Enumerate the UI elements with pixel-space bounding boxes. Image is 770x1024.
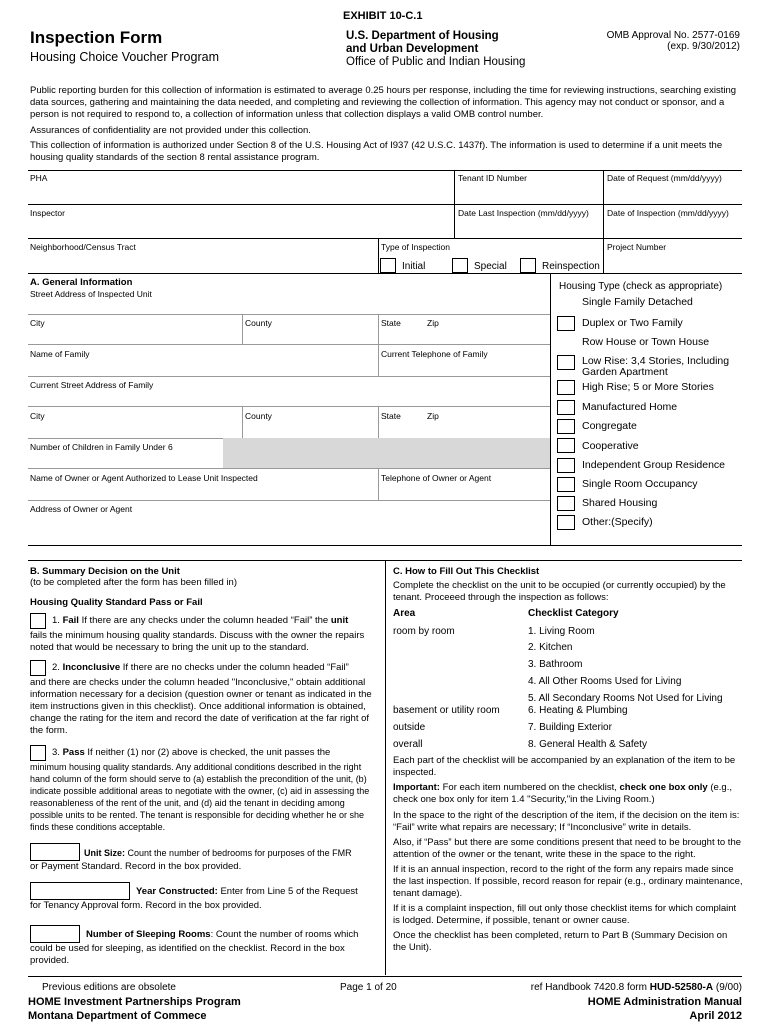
footer-program: HOME Investment Partnerships Program xyxy=(28,996,241,1008)
pha-field[interactable]: PHA xyxy=(30,173,48,183)
section-c-p6: If it is a complaint inspection, fill out only those checklist items for which complaint is lodged. Determine, if possible, tenant or owner cause. xyxy=(393,903,737,926)
agency-line2: and Urban Development xyxy=(346,43,479,55)
housing-duplex: Duplex or Two Family xyxy=(582,317,683,329)
housing-shared: Shared Housing xyxy=(582,497,658,509)
housing-type-heading: Housing Type (check as appropriate) xyxy=(559,281,723,292)
confidentiality-statement: Assurances of confidentiality are not provided under this collection. xyxy=(30,125,311,136)
footer-date: April 2012 xyxy=(689,1010,742,1022)
sleeping-rooms-line2: could be used for sleeping, as identified on the checklist. Record in the box provided. xyxy=(30,943,345,966)
unit-size-line1: Unit Size: Count the number of bedrooms for purposes of the FMR xyxy=(84,848,352,858)
category-4: 4. All Other Rooms Used for Living xyxy=(528,676,682,687)
date-inspection-field[interactable]: Date of Inspection (mm/dd/yyyy) xyxy=(607,208,729,218)
housing-cooperative: Cooperative xyxy=(582,440,639,452)
section-b-subheading: (to be completed after the form has been filled in) xyxy=(30,577,238,588)
fail-checkbox[interactable] xyxy=(30,613,46,629)
unit-size-line2: or Payment Standard. Record in the box provided. xyxy=(30,861,242,872)
fail-line1: 1. Fail If there are any checks under the column headed “Fail” the unit xyxy=(52,615,349,626)
group-residence-checkbox[interactable] xyxy=(557,458,575,473)
sleeping-rooms-line1: Number of Sleeping Rooms: Count the number of rooms which xyxy=(86,929,359,940)
section-c-p7: Once the checklist has been completed, return to Part B (Summary Decision on the Unit). xyxy=(393,930,728,953)
neighborhood-field[interactable]: Neighborhood/Census Tract xyxy=(30,242,136,252)
housing-high-rise: High Rise; 5 or More Stories xyxy=(582,381,714,393)
city2-field[interactable]: City xyxy=(30,411,45,421)
date-last-inspection-field[interactable]: Date Last Inspection (mm/dd/yyyy) xyxy=(458,208,589,218)
unit-size-input[interactable] xyxy=(30,843,80,861)
footer-department: Montana Department of Commece xyxy=(28,1010,207,1022)
area-room-by-room: room by room xyxy=(393,626,455,637)
section-b-heading: B. Summary Decision on the Unit xyxy=(30,566,180,577)
inconclusive-text: and there are checks under the column headed "Inconclusive," obtain additional information necessary for a decision (question owner or tenant as indicated in the item instructions given in this checklist). Once additional information is obtained, change the rating for the item and record the date of verification at the far right of the form. xyxy=(30,677,372,736)
year-constructed-input[interactable] xyxy=(30,882,130,900)
low-rise-checkbox[interactable] xyxy=(557,355,575,370)
current-street-field[interactable]: Current Street Address of Family xyxy=(30,380,154,390)
high-rise-checkbox[interactable] xyxy=(557,380,575,395)
zip-field[interactable]: Zip xyxy=(427,318,439,328)
section-a-heading: A. General Information xyxy=(30,277,133,288)
category-2: 2. Kitchen xyxy=(528,642,573,653)
sro-checkbox[interactable] xyxy=(557,477,575,492)
inspector-field[interactable]: Inspector xyxy=(30,208,65,218)
section-c-p5: If it is an annual inspection, record to the right of the form any repairs made since the last inspection. If possible, record reason for repair (e.g., ordinary maintenance, tenant damage). xyxy=(393,864,743,899)
inconclusive-checkbox[interactable] xyxy=(30,660,46,676)
shaded-area xyxy=(223,438,550,468)
omb-approval: OMB Approval No. 2577-0169 (exp. 9/30/2012) xyxy=(606,30,740,52)
inconclusive-line1: 2. Inconclusive If there are no checks under the column headed “Fail” xyxy=(52,662,349,673)
housing-low-rise: Low Rise: 3,4 Stories, Including xyxy=(582,355,730,367)
authority-statement: This collection of information is authorized under Section 8 of the U.S. Housing Act of I937 (42 U.S.C. 1437f). The information is used to determine if a unit meets the housing quality standards of the section 8 rental assistance program. xyxy=(30,140,723,163)
housing-sro: Single Room Occupancy xyxy=(582,478,698,490)
pass-line1: 3. Pass If neither (1) nor (2) above is checked, the unit passes the xyxy=(52,747,331,758)
type-inspection-label: Type of Inspection xyxy=(381,242,450,252)
zip2-field[interactable]: Zip xyxy=(427,411,439,421)
housing-row-house: Row House or Town House xyxy=(582,336,710,348)
section-c-heading: C. How to Fill Out This Checklist xyxy=(393,566,540,577)
section-c-p2: Important: For each item numbered on the checklist, check one box only (e.g., check one box only for item 1.4 "Security,"in the Living Room.) xyxy=(393,782,732,805)
form-subtitle: Housing Choice Voucher Program xyxy=(30,50,219,64)
owner-phone-field[interactable]: Telephone of Owner or Agent xyxy=(381,473,492,483)
date-request-field[interactable]: Date of Request (mm/dd/yyyy) xyxy=(607,173,722,183)
category-5: 5. All Secondary Rooms Not Used for Living xyxy=(528,693,723,704)
footer-manual: HOME Administration Manual xyxy=(587,996,742,1008)
area-basement: basement or utility room xyxy=(393,705,500,716)
owner-address-field[interactable]: Address of Owner or Agent xyxy=(30,504,133,514)
fail-text: fails the minimum housing quality standards. Discuss with the owner the repairs noted that would be necessary to bring the unit up to the standard. xyxy=(30,630,365,653)
section-c-p1: Each part of the checklist will be accompanied by an explanation of the item to be inspected. xyxy=(393,755,736,778)
exhibit-label: EXHIBIT 10-C.1 xyxy=(343,10,423,22)
agency-line3: Office of Public and Indian Housing xyxy=(346,56,526,68)
owner-name-field[interactable]: Name of Owner or Agent Authorized to Lease Unit Inspected xyxy=(30,473,258,483)
street-address-field[interactable]: Street Address of Inspected Unit xyxy=(30,289,152,299)
county-field[interactable]: County xyxy=(245,318,272,328)
state2-field[interactable]: State xyxy=(381,411,401,421)
category-7: 7. Building Exterior xyxy=(528,722,612,733)
initial-checkbox[interactable] xyxy=(380,258,396,273)
family-phone-field[interactable]: Current Telephone of Family xyxy=(381,349,488,359)
area-overall: overall xyxy=(393,739,423,750)
form-title: Inspection Form xyxy=(30,28,163,47)
reinspection-checkbox[interactable] xyxy=(520,258,536,273)
tenant-id-field[interactable]: Tenant ID Number xyxy=(458,173,527,183)
category-3: 3. Bathroom xyxy=(528,659,583,670)
agency-line1: U.S. Department of Housing xyxy=(346,30,499,42)
housing-manufactured: Manufactured Home xyxy=(582,401,678,413)
project-number-field[interactable]: Project Number xyxy=(607,242,667,252)
footer-page: Page 1 of 20 xyxy=(340,982,397,993)
footer-ref: ref Handbook 7420.8 form HUD-52580-A (9/00) xyxy=(530,982,742,993)
category-8: 8. General Health & Safety xyxy=(528,739,647,750)
year-constructed-line2: for Tenancy Approval form. Record in the box provided. xyxy=(30,900,262,911)
manufactured-checkbox[interactable] xyxy=(557,400,575,415)
footer-obsolete: Previous editions are obsolete xyxy=(42,982,176,993)
duplex-checkbox[interactable] xyxy=(557,316,575,331)
other-checkbox[interactable] xyxy=(557,515,575,530)
housing-single-family: Single Family Detached xyxy=(582,296,693,308)
housing-congregate: Congregate xyxy=(582,420,637,432)
section-c-p4: Also, if “Pass” but there are some conditions present that need to be brought to the attention of the owner or the tenant, write these in the space to the right. xyxy=(393,837,742,860)
pass-text: minimum housing quality standards. Any additional conditions described in the right hand column of the form should serve to (a) establish the precondition of the unit, (b) indicate possible additional areas to negotiate with the owner, (c) aid in assessing the reasonableness of the rent of the unit, and (d) aid the tenant in deciding among possible units to be rented. The tenant is responsible for deciding whether he or she finds these conditions acceptable. xyxy=(30,762,370,832)
congregate-checkbox[interactable] xyxy=(557,419,575,434)
col-area-heading: Area xyxy=(393,608,416,619)
special-label: Special xyxy=(474,261,507,272)
category-1: 1. Living Room xyxy=(528,626,595,637)
housing-other: Other:(Specify) xyxy=(582,516,653,528)
area-outside: outside xyxy=(393,722,426,733)
burden-statement: Public reporting burden for this collection of information is estimated to average 0.25 hours per response, including the time for reviewing instructions, searching existing data sources, gathering and maintaining the data needed, and completing and reviewing the collection of information. This agency may not conduct or sponsor, and a person is not required to respond to, a collection of information unless that collection displays a valid OMB control number. xyxy=(30,85,737,120)
children-field[interactable]: Number of Children in Family Under 6 xyxy=(30,442,173,452)
cooperative-checkbox[interactable] xyxy=(557,438,575,453)
state-field[interactable]: State xyxy=(381,318,401,328)
city-field[interactable]: City xyxy=(30,318,45,328)
year-constructed-line1: Year Constructed: Enter from Line 5 of the Request xyxy=(136,886,358,897)
initial-label: Initial xyxy=(402,261,426,272)
family-name-field[interactable]: Name of Family xyxy=(30,349,90,359)
col-category-heading: Checklist Category xyxy=(528,608,619,619)
section-c-p3: In the space to the right of the description of the item, if the decision on the item is: “Fail” write what repairs are necessary; If “Inconclusive” write in details. xyxy=(393,810,740,833)
reinspection-label: Reinspection xyxy=(542,261,600,272)
section-c-intro: Complete the checklist on the unit to be occupied (or currently occupied) by the tenant. Proceeed through the inspection as follows: xyxy=(393,580,726,603)
shared-checkbox[interactable] xyxy=(557,496,575,511)
pass-checkbox[interactable] xyxy=(30,745,46,761)
county2-field[interactable]: County xyxy=(245,411,272,421)
housing-group-residence: Independent Group Residence xyxy=(582,459,726,471)
category-6: 6. Heating & Plumbing xyxy=(528,705,628,716)
special-checkbox[interactable] xyxy=(452,258,468,273)
hqs-heading: Housing Quality Standard Pass or Fail xyxy=(30,597,203,608)
sleeping-rooms-input[interactable] xyxy=(30,925,80,943)
housing-garden-apartment: Garden Apartment xyxy=(582,366,668,378)
